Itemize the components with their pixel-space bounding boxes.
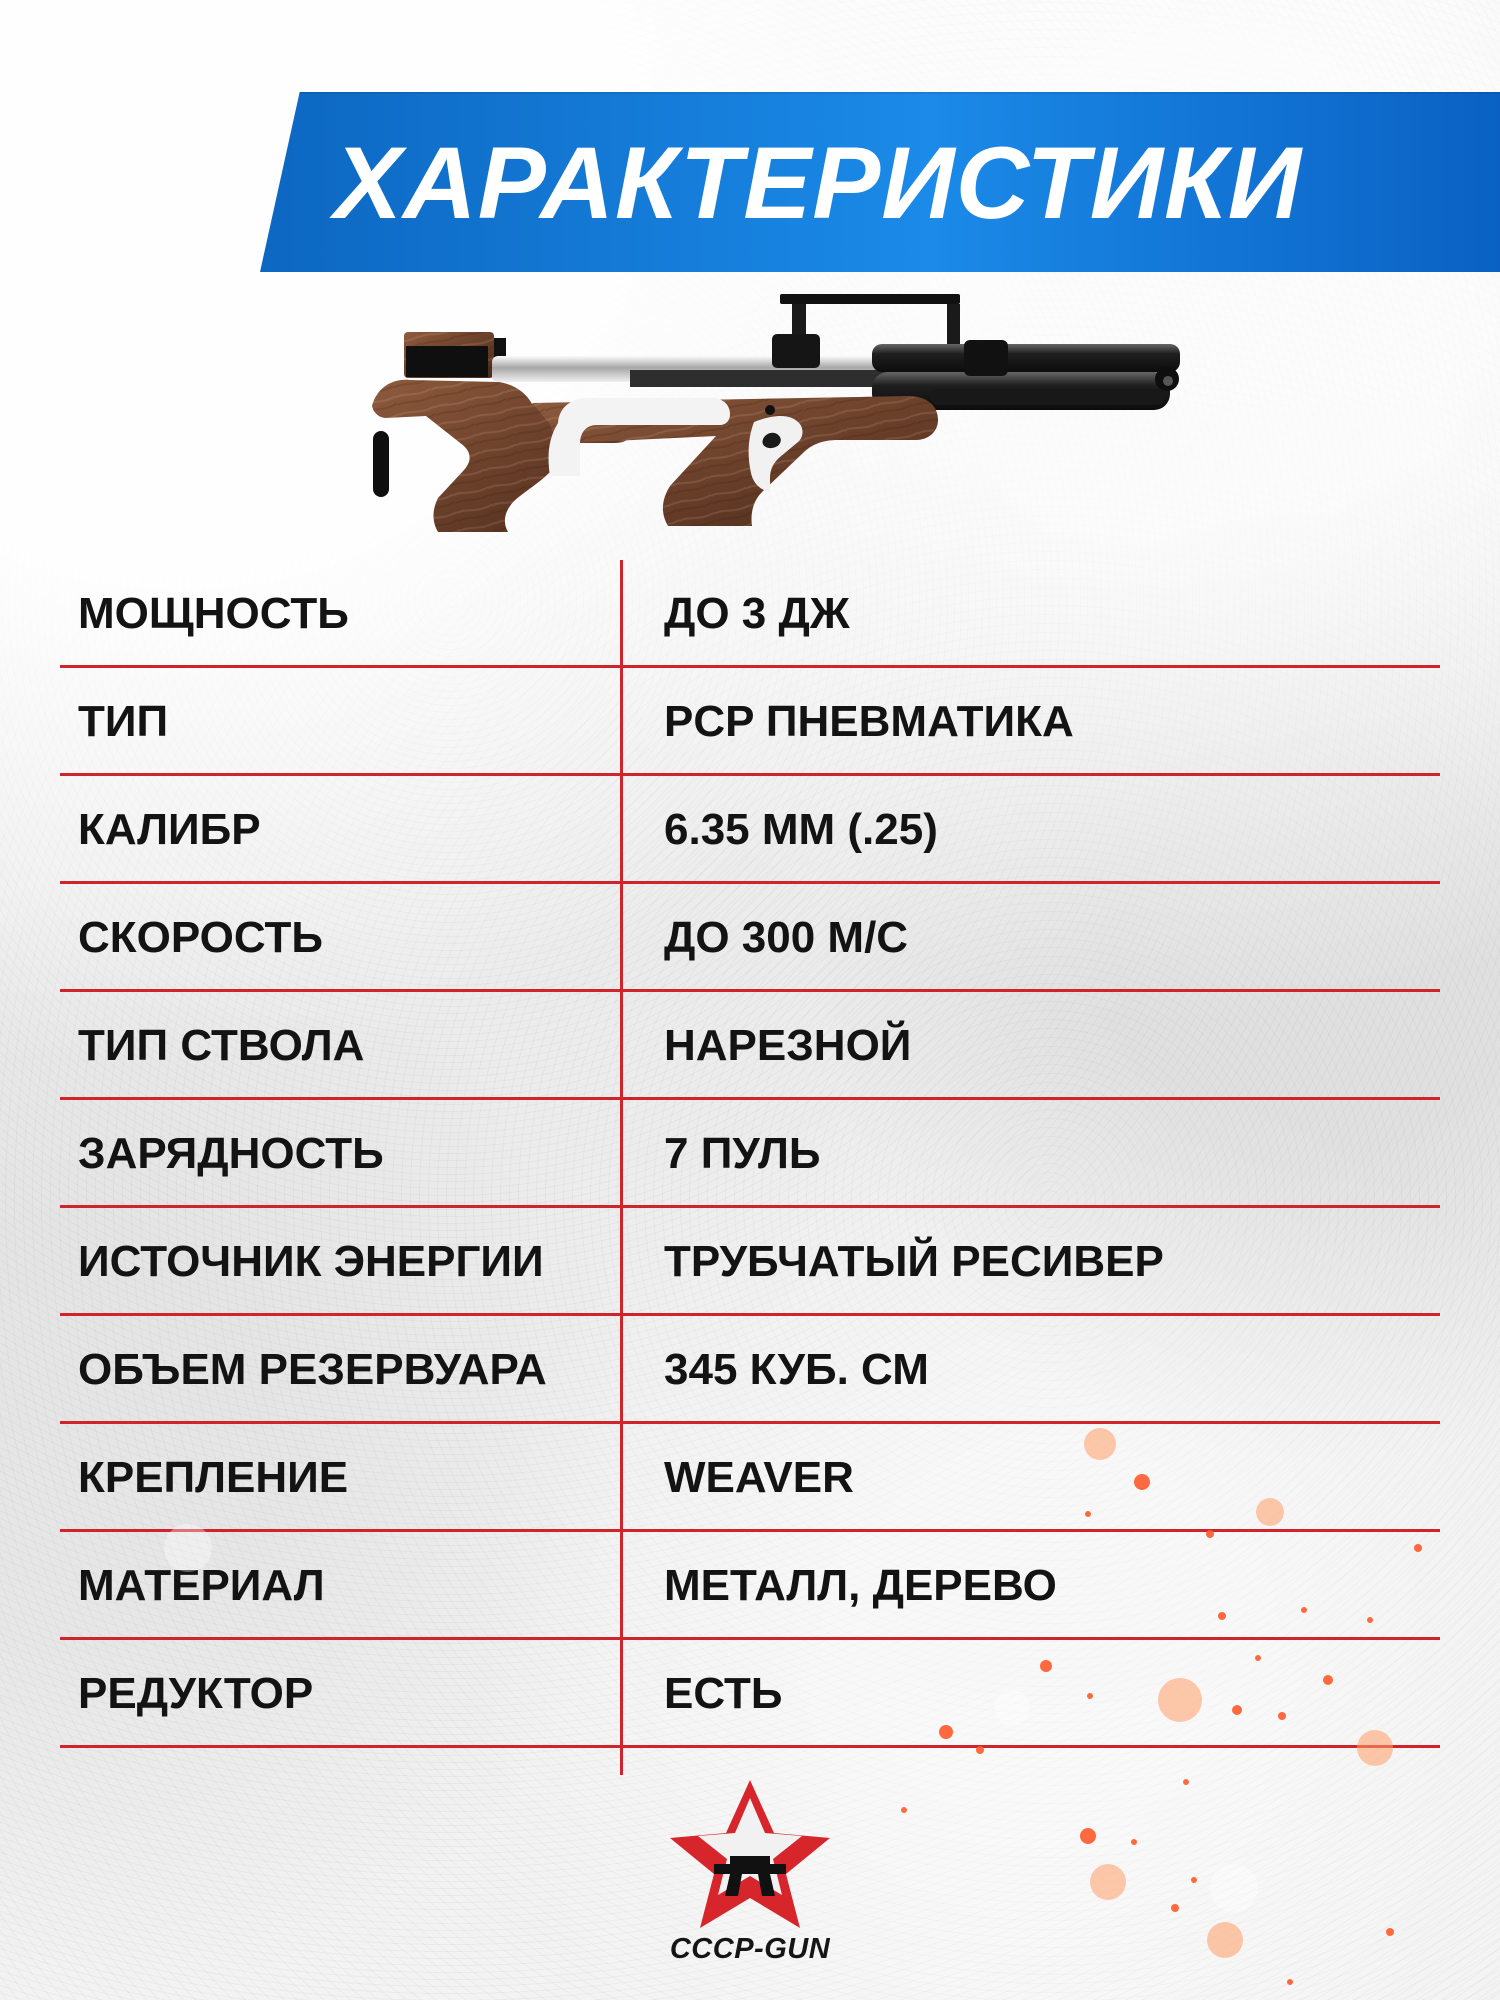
spec-label-reservoir-volume: ОБЪЕМ РЕЗЕРВУАРА	[78, 1345, 547, 1394]
spec-value-type: PCP ПНЕВМАТИКА	[664, 697, 1074, 746]
spec-value-reservoir-volume: 345 КУБ. СМ	[664, 1345, 929, 1394]
spec-value-energy-source: ТРУБЧАТЫЙ РЕСИВЕР	[664, 1237, 1164, 1286]
spec-label-speed: СКОРОСТЬ	[78, 913, 324, 962]
spec-label-caliber: КАЛИБР	[78, 805, 261, 854]
spec-value-power: ДО 3 ДЖ	[664, 589, 850, 638]
page-title: ХАРАКТЕРИСТИКИ	[334, 126, 1303, 240]
spec-row-material	[60, 1532, 1440, 1640]
spec-value-caliber: 6.35 ММ (.25)	[664, 805, 938, 854]
spec-row-caliber	[60, 776, 1440, 884]
spec-value-capacity: 7 ПУЛЬ	[664, 1129, 821, 1178]
spec-row-mount	[60, 1424, 1440, 1532]
spec-row-regulator	[60, 1640, 1440, 1748]
spec-row-energy-source	[60, 1208, 1440, 1316]
spec-label-regulator: РЕДУКТОР	[78, 1669, 314, 1718]
spec-label-type: ТИП	[78, 697, 169, 746]
spec-row-power	[60, 560, 1440, 668]
spec-row-barrel-type	[60, 992, 1440, 1100]
spec-label-capacity: ЗАРЯДНОСТЬ	[78, 1129, 384, 1178]
pcp-air-rifle-image	[372, 286, 1182, 536]
spec-row-speed	[60, 884, 1440, 992]
spec-row-capacity	[60, 1100, 1440, 1208]
spec-label-energy-source: ИСТОЧНИК ЭНЕРГИИ	[78, 1237, 544, 1286]
spec-row-type	[60, 668, 1440, 776]
spec-label-power: МОЩНОСТЬ	[78, 589, 349, 638]
spec-value-speed: ДО 300 М/С	[664, 913, 909, 962]
spec-row-reservoir-volume	[60, 1316, 1440, 1424]
spec-label-material: МАТЕРИАЛ	[78, 1561, 325, 1610]
brand-logo	[652, 1780, 848, 1985]
spec-value-mount: WEAVER	[664, 1453, 854, 1502]
spec-value-barrel-type: НАРЕЗНОЙ	[664, 1021, 912, 1070]
spec-table	[60, 560, 1440, 1780]
brand-name: CCCP-GUN	[669, 1933, 831, 1965]
red-star-crossed-pistols-logo	[652, 1780, 848, 1930]
spec-value-regulator: ЕСТЬ	[664, 1669, 783, 1718]
spec-label-barrel-type: ТИП СТВОЛА	[78, 1021, 365, 1070]
spec-value-material: МЕТАЛЛ, ДЕРЕВО	[664, 1561, 1057, 1610]
spec-label-mount: КРЕПЛЕНИЕ	[78, 1453, 349, 1502]
